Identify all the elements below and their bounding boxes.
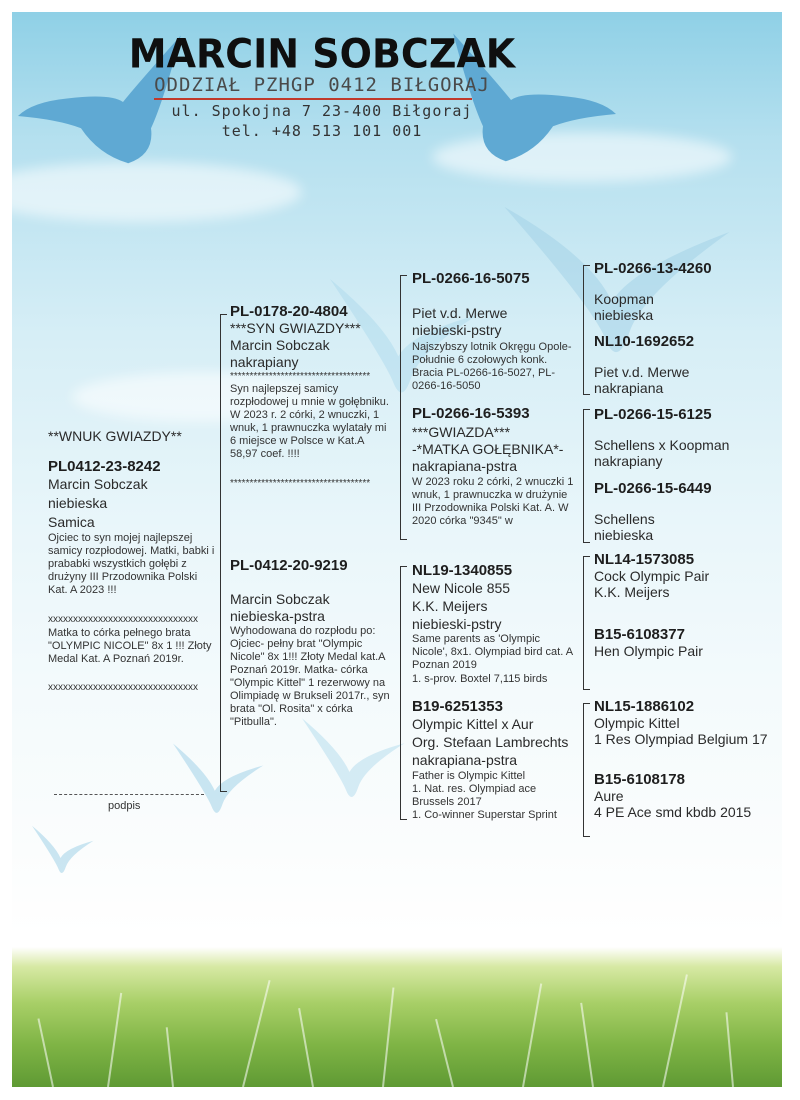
- sire-color: nakrapiany: [230, 354, 299, 370]
- dd-color: nakrapiana-pstra: [412, 752, 518, 768]
- subject-note-mother: Matka to córka pełnego brata "OLYMPIC NICOLE" 8x 1 !!! Złoty Medal Kat. A Poznań 2019r.: [48, 627, 212, 665]
- signature-line: [54, 794, 204, 795]
- ss-note: Najszybszy lotnik Okręgu Opole- Południe 6 czołowych konk. Bracia PL-0266-16-5027, PL-0266-16-5050: [412, 341, 572, 392]
- g1-ring: PL-0266-13-4260: [594, 260, 712, 277]
- bracket-subject: [220, 314, 221, 792]
- bracket-sire: [400, 275, 401, 540]
- sd-color: nakrapiana-pstra: [412, 458, 518, 474]
- g4-line2: niebieska: [594, 527, 654, 543]
- g1-line1: Koopman: [594, 291, 654, 307]
- ds-note-2: 1. s-prov. Boxtel 7,115 birds: [412, 673, 548, 685]
- sd-title: ***GWIAZDA***: [412, 424, 511, 440]
- subject-note-father: Ojciec to syn mojej najlepszej samicy rozpłodowej. Matki, babki i prababki wszystkich gołębi z drużyny III Przodownika Polski Kat. A 2023 !!!: [48, 532, 215, 596]
- sd-note: W 2023 roku 2 córki, 2 wnuczki 1 wnuk, 1 prawnuczka w drużynie III Przodownika Polski Kat. A. W 2020 córka "9345" w: [412, 476, 574, 527]
- g2-ring: NL10-1692652: [594, 333, 695, 350]
- ss-color: niebieski-pstry: [412, 322, 502, 338]
- ss-ring: PL-0266-16-5075: [412, 270, 530, 287]
- phone-line: tel. +48 513 101 001: [221, 122, 423, 140]
- subject-color: niebieska: [48, 495, 108, 511]
- ds-ring: NL19-1340855: [412, 562, 513, 579]
- bracket-ds: [583, 556, 584, 690]
- branch-line: ODDZIAŁ PZHGP 0412 BIŁGORAJ: [154, 74, 490, 96]
- subject-owner: Marcin Sobczak: [48, 476, 148, 492]
- subject-separator: xxxxxxxxxxxxxxxxxxxxxxxxxxxxxx: [48, 682, 198, 693]
- g3-line2: nakrapiany: [594, 453, 663, 469]
- ds-breeder: K.K. Meijers: [412, 598, 488, 614]
- g7-line2: 1 Res Olympiad Belgium 17: [594, 731, 768, 747]
- sire-stars: ************************************: [230, 478, 371, 489]
- dam-note: Wyhodowana do rozpłodu po: Ojciec- pełny brat "Olympic Nicole" 8x 1!!! Złoty Medal kat.A Poznań 2019r. Matka- córka "Olympic Kittel" 1 rezerwowy na Olimpiadę w Brukseli 2017r., syn brata "Ol. Rosita" x córka "Pitbulla".: [230, 625, 390, 728]
- dam-color: niebieska-pstra: [230, 608, 325, 624]
- g8-line1: Aure: [594, 788, 624, 804]
- g1-line2: niebieska: [594, 307, 654, 323]
- dd-breeder: Org. Stefaan Lambrechts: [412, 734, 569, 750]
- bracket-dd: [583, 703, 584, 837]
- dam-ring: PL-0412-20-9219: [230, 557, 348, 574]
- dd-name: Olympic Kittel x Aur: [412, 716, 534, 732]
- g5-line2: K.K. Meijers: [594, 584, 670, 600]
- dd-note: Father is Olympic Kittel: [412, 770, 526, 782]
- g4-line1: Schellens: [594, 511, 655, 527]
- breeder-name: MARCIN SOBCZAK: [128, 30, 516, 78]
- g7-ring: NL15-1886102: [594, 698, 695, 715]
- ds-note: Same parents as 'Olympic Nicole', 8x1. Olympiad bird cat. A Poznan 2019: [412, 633, 573, 671]
- g6-ring: B15-6108377: [594, 626, 685, 643]
- subject-separator: xxxxxxxxxxxxxxxxxxxxxxxxxxxxxx: [48, 614, 198, 625]
- dd-note-2: 1. Nat. res. Olympiad ace Brussels 2017: [412, 783, 537, 808]
- bracket-sd: [583, 409, 584, 543]
- g3-ring: PL-0266-15-6125: [594, 406, 712, 423]
- signature-label: podpis: [108, 800, 141, 812]
- subject-heading: **WNUK GWIAZDY**: [48, 428, 182, 444]
- subject-ring: PL0412-23-8242: [48, 458, 161, 475]
- g3-line1: Schellens x Koopman: [594, 437, 730, 453]
- g8-line2: 4 PE Ace smd kbdb 2015: [594, 804, 752, 820]
- g7-line1: Olympic Kittel: [594, 715, 680, 731]
- subject-sex: Samica: [48, 514, 95, 530]
- bracket-dam: [400, 566, 401, 820]
- sd-ring: PL-0266-16-5393: [412, 405, 530, 422]
- address-line: ul. Spokojna 7 23-400 Biłgoraj: [171, 102, 473, 120]
- g8-ring: B15-6108178: [594, 771, 685, 788]
- g2-line2: nakrapiana: [594, 380, 664, 396]
- sd-title-2: -*MATKA GOŁĘBNIKA*-: [412, 441, 564, 457]
- ds-name: New Nicole 855: [412, 580, 511, 596]
- sire-stars: ************************************: [230, 371, 371, 382]
- sire-owner: Marcin Sobczak: [230, 337, 330, 353]
- header-divider: [154, 98, 472, 100]
- g4-ring: PL-0266-15-6449: [594, 480, 712, 497]
- ds-color: niebieski-pstry: [412, 616, 502, 632]
- bird-silhouette-icon: [162, 732, 272, 832]
- sire-ring: PL-0178-20-4804: [230, 303, 348, 320]
- g5-ring: NL14-1573085: [594, 551, 695, 568]
- sire-note: Syn najlepszej samicy rozpłodowej u mnie w gołębniku. W 2023 r. 2 córki, 2 wnuczki, 1 wnuk, 1 prawnuczka wylatały mi 6 miejsce w Polsce w Kat.A 58,97 coef. !!!!: [230, 383, 389, 460]
- g6-line1: Hen Olympic Pair: [594, 643, 703, 659]
- bracket-ss: [583, 265, 584, 395]
- ss-name: Piet v.d. Merwe: [412, 305, 508, 321]
- bird-silhouette-icon: [22, 822, 102, 882]
- g2-line1: Piet v.d. Merwe: [594, 364, 690, 380]
- g5-line1: Cock Olympic Pair: [594, 568, 710, 584]
- sire-title: ***SYN GWIAZDY***: [230, 320, 361, 336]
- dd-ring: B19-6251353: [412, 698, 503, 715]
- dd-note-3: 1. Co-winner Superstar Sprint: [412, 809, 557, 821]
- dam-owner: Marcin Sobczak: [230, 591, 330, 607]
- grass-footer: [12, 947, 782, 1087]
